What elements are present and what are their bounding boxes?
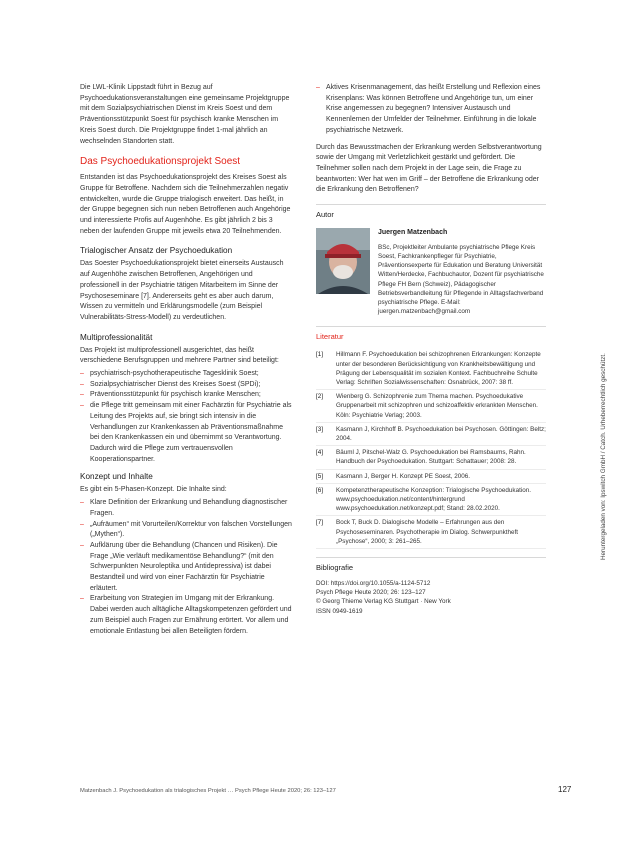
author-box xyxy=(316,228,546,316)
list-item: – die Pflege tritt gemeinsam mit einer Fachärztin für Psychiatrie als Leitung des Projekts auf, sie bringt sich intensiv in die Verhandlungen zur Krankenkassen ab Präventionsmaßnahme bei den Krankenkassen ein und übernimmt so Verantwortung. Dadurch wird die Pflege zum vertrauensvollen Kooperationspartner. xyxy=(80,401,293,465)
list-item: – Aktives Krisenmanagement, das heißt Erstellung und Reflexion eines Krisenplans: Was können Betroffene und Angehörige tun, um einer Krise angemessen zu begegnen? Intensiver Austausch und Kennenlernen der Umfelder der Teilnehmer. Einführung in die lokale psychiatrische Netzwerk. xyxy=(316,83,546,137)
reference-number: [3] xyxy=(316,425,324,433)
heading-trialog: Trialogischer Ansatz der Psychoedukation xyxy=(80,246,233,256)
reference-item xyxy=(316,470,546,484)
list-item: – Erarbeitung von Strategien im Umgang mit der Erkrankung. Dabei werden auch alltägliche Alltagskompetenzen gefördert und zum Beispiel auch Fragen zur Ernährung erörtert. Vor allem und emotionale Entlastung bei allen Beteiligten fördern. xyxy=(80,594,293,637)
heading-multiprof: Multiprofessionalität xyxy=(80,332,153,342)
download-watermark: Heruntergeladen von: Ipswitch GmbH / Catch. Urheberrechtlich geschützt. xyxy=(600,353,607,560)
reference-item xyxy=(316,423,546,446)
concept-list xyxy=(80,498,293,637)
literature-section-label: Literatur xyxy=(316,326,546,348)
author-name: Juergen Matzenbach xyxy=(378,229,448,237)
reference-number: [1] xyxy=(316,351,324,359)
page-footer: Matzenbach J. Psychoedukation als trialogisches Projekt … Psych Pflege Heute 2020; 26: 123–127 xyxy=(80,788,336,794)
reference-text: Kompetenztherapeutische Konzeption: Trialogische Psychoedukation. www.psychoedukation.net/content/hintergrund www.psychoedukation.net/konzept.pdf; Stand: 28.02.2020. xyxy=(336,486,531,513)
reference-item xyxy=(316,516,546,549)
reference-number: [2] xyxy=(316,393,324,401)
heading-concept: Konzept und Inhalte xyxy=(80,472,153,482)
reference-text: Hillmann F. Psychoedukation bei schizophrenen Erkrankungen: Konzepte unter der besonderen Berücksichtigung von Krankheitsbewältigung und Prägung der Lebensqualität im sozialen Kontext. Fachbuchreihe Schulte Verlag: Schriften Sozialwissenschaften: Osnabrück, 2007: 38 ff. xyxy=(336,351,541,386)
heading-project: Das Psychoedukationsprojekt Soest xyxy=(80,156,241,168)
issn-line: ISSN 0949-1619 xyxy=(316,607,363,615)
references-list xyxy=(316,348,546,549)
author-photo xyxy=(316,228,370,294)
page-number: 127 xyxy=(558,785,572,794)
reference-item xyxy=(316,484,546,517)
intro-paragraph: Die LWL-Klinik Lippstadt führt in Bezug auf Psychoedukationsveranstaltungen eine gemeinsame Projektgruppe mit dem Sozialpsychiatrischen Dienst im Kreis Soest und dem Präventionsstützpunkt Soest für psychisch kranke Menschen im Kreis Soest durch. Die Projektgruppe findet 1-mal jährlich an wechselnden Standorten statt. xyxy=(80,84,290,145)
list-item: – „Aufräumen“ mit Vorurteilen/Korrektur von falschen Vorstellungen („Mythen“). xyxy=(80,520,293,541)
trialog-paragraph: Das Soester Psychoedukationsprojekt bietet einerseits Austausch auf Augenhöhe zwischen Betroffenen, Angehörigen und professionell in der Psychiatrie tätigen Mitarbeitern im Sinne der Psychoseseminare [7]. Andererseits geht es aber auch darum, Wissen zu vermitteln und Erklärungsmodelle (zum Beispiel Vulnerabilitäts-Stress-Modell) zu verdeutlichen. xyxy=(80,260,284,321)
list-item: – Klare Definition der Erkrankung und Behandlung diagnostischer Fragen. xyxy=(80,498,293,519)
concept-paragraph: Es gibt ein 5-Phasen-Konzept. Die Inhalte sind: xyxy=(80,486,227,494)
reference-number: [7] xyxy=(316,519,324,527)
reference-number: [6] xyxy=(316,486,324,494)
responsibility-paragraph: Durch das Bewusstmachen der Erkrankung werden Selbstverantwortung sowie der Umgang mit Verletzlichkeit gestärkt und gefördert. Die Teilnehmer sollen nach dem Projekt in der Lage sein, die Frage zu beantworten: Wer hat wen im Griff – der Betroffene die Erkrankung oder die Erkrankung den Betroffenen? xyxy=(316,143,542,194)
reference-text: Kasmann J, Berger H. Konzept PE Soest, 2006. xyxy=(336,472,471,480)
list-item: – psychiatrisch-psychotherapeutische Tagesklinik Soest; xyxy=(80,369,293,380)
reference-number: [4] xyxy=(316,449,324,457)
bibliography-block xyxy=(316,579,546,616)
list-item: – Aufklärung über die Behandlung (Chancen und Risiken). Die Frage „Wie verläuft medikamentöse Behandlung?“ (mit den Schwerpunkten Neuroleptika und Antidepressiva) ist dabei Bestandteil und wird von einer Fachärztin für Psychiatrie erläutert. xyxy=(80,541,293,595)
list-item: – Sozialpsychiatrischer Dienst des Kreises Soest (SPDi); xyxy=(80,380,293,391)
list-item: – Präventionsstützpunkt für psychisch kranke Menschen; xyxy=(80,390,293,401)
multiprof-list xyxy=(80,369,293,465)
bibliography-section-label: Bibliografie xyxy=(316,557,546,579)
reference-text: Bock T, Buck D. Dialogische Modelle – Erfahrungen aus den Psychoseseminaren. Psychotherapie im Dialog. Schwerpunktheft „Psychose“, 2000; 3: 261–265. xyxy=(336,519,519,545)
reference-number: [5] xyxy=(316,472,324,480)
reference-text: Kasmann J, Kirchhoff B. Psychoedukation bei Psychosen. Göttingen: Beltz; 2004. xyxy=(336,425,546,442)
reference-item xyxy=(316,348,546,390)
right-column xyxy=(316,83,546,616)
reference-text: Bäuml J, Pitschel-Walz G. Psychoedukation bei Ramsbaums, Rahn. Handbuch der Psychoedukation. Stuttgart: Schattauer; 2008: 28. xyxy=(336,449,526,466)
project-paragraph: Entstanden ist das Psychoedukationsprojekt des Kreises Soest als Gruppe für Betroffene. Nachdem sich die Teilnehmerzahlen negativ entwickelten, wurde die Gruppe trialogisch erweitert. Das heißt, in der Gruppe begegnen sich nun neben Betroffenen auch Angehörige und interessierte Profis auf Augenhöhe. Es gibt jährlich 2 bis 3 neben der laufenden Gruppe mit jeweils etwa 20 Teilnehmenden. xyxy=(80,174,291,235)
multiprof-paragraph: Das Projekt ist multiprofessionell ausgerichtet, das heißt verschiedene Berufsgruppen und mehrere Partner sind beteiligt: xyxy=(80,346,279,365)
left-column xyxy=(80,83,293,643)
author-bio: BSc, Projektleiter Ambulante psychiatrische Pflege Kreis Soest, Fachkrankenpfleger für Psychiatrie, Präventionsexperte für Edukation und Beratung Universität Witten/Herdecke, Fachbuchautor, Dozent für psychiatrische Pflege FH Bern (Schweiz), Pädagogischer Betriebsverbandleitung für Pflegende in Alltagsfachverband psychiatrische Pflege. E-Mail: juergen.matzenbach@gmail.com xyxy=(378,243,544,316)
reference-item xyxy=(316,446,546,469)
crisis-list xyxy=(316,83,546,137)
author-section-label: Autor xyxy=(316,204,546,226)
doi-line: DOI: https://doi.org/10.1055/a-1124-5712 xyxy=(316,580,431,588)
reference-text: Wienberg G. Schizophrenie zum Thema machen. Psychoedukative Gruppenarbeit mit schizophren und schizoaffektiv erkrankten Menschen. Köln: Psychiatrie Verlag; 2003. xyxy=(336,393,538,419)
citation-line: Psych Pflege Heute 2020; 26: 123–127 xyxy=(316,589,426,597)
reference-item xyxy=(316,390,546,423)
publisher-line: © Georg Thieme Verlag KG Stuttgart · New York xyxy=(316,598,451,606)
